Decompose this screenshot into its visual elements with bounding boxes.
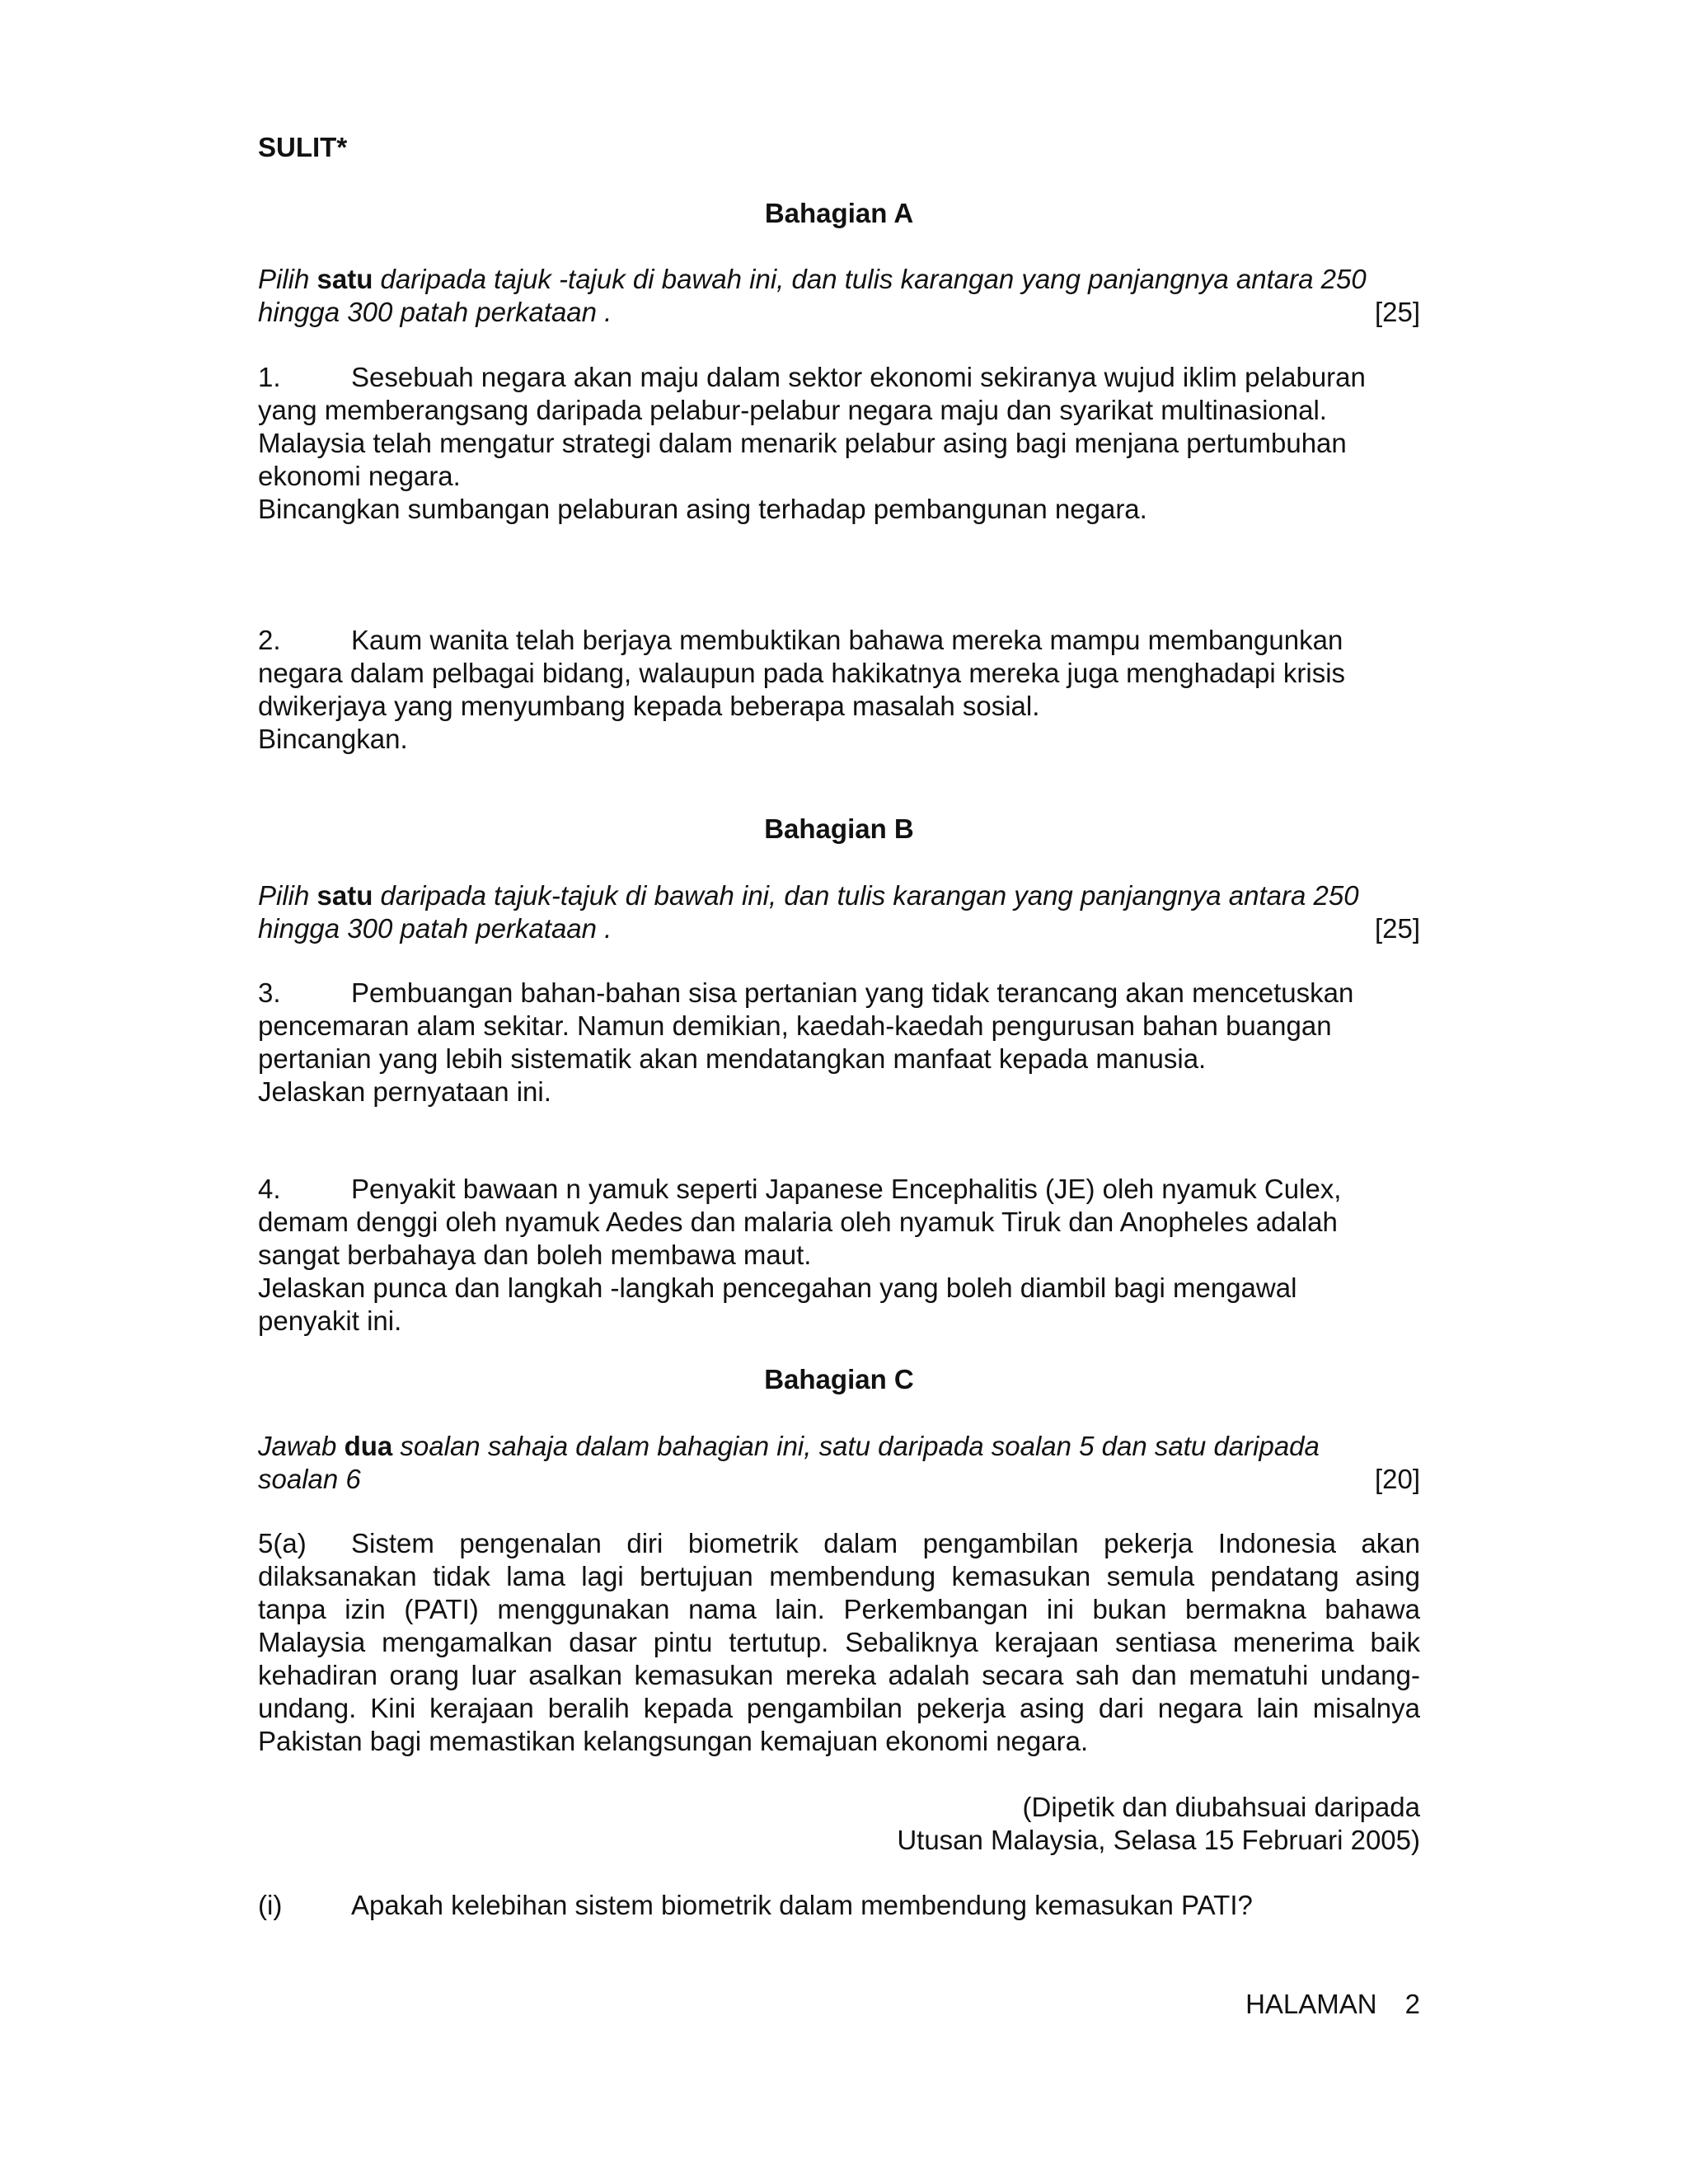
question-1 xyxy=(258,361,1420,526)
instruction-prefix: Pilih xyxy=(258,880,317,911)
question-text: Malaysia telah mengatur strategi dalam menarik pelabur asing bagi menjana pertumbuhan xyxy=(258,428,1347,458)
passage-line: kehadiran orang luar asalkan kemasukan mereka adalah secara sah dan mematuhi undang- xyxy=(258,1660,1420,1690)
question-prompt: penyakit ini. xyxy=(258,1305,402,1336)
question-5a xyxy=(258,1527,1420,1758)
question-prompt: Bincangkan sumbangan pelaburan asing terhadap pembangunan negara. xyxy=(258,494,1147,524)
question-text: sangat berbahaya dan boleh membawa maut. xyxy=(258,1240,812,1270)
question-prompt: Jelaskan pernyataan ini. xyxy=(258,1076,551,1107)
instruction-text: daripada tajuk -tajuk di bawah ini, dan tulis karangan yang panjangnya antara 250 xyxy=(373,264,1367,294)
question-number: 2. xyxy=(258,625,281,655)
question-text: pertanian yang lebih sistematik akan mendatangkan manfaat kepada manusia. xyxy=(258,1043,1207,1074)
instruction-line2: hingga 300 patah perkataan . xyxy=(258,297,612,327)
question-2 xyxy=(258,624,1420,756)
question-text: yang memberangsang daripada pelabur-pelabur negara maju dan syarikat multinasional. xyxy=(258,395,1327,425)
question-number: 3. xyxy=(258,977,281,1008)
confidential-header: SULIT* xyxy=(258,132,348,162)
source-citation xyxy=(258,1791,1420,1857)
instruction-bold: satu xyxy=(316,880,373,911)
passage-line: undang. Kini kerajaan beralih kepada pengambilan pekerja asing dari negara lain misalnya xyxy=(258,1693,1420,1723)
citation-line: (Dipetik dan diubahsuai daripada xyxy=(1022,1792,1420,1822)
question-text: Sistem pengenalan diri biometrik dalam pengambilan pekerja Indonesia akan xyxy=(351,1528,1420,1558)
instruction-prefix: Pilih xyxy=(258,264,317,294)
question-number: (i) xyxy=(258,1890,283,1920)
section-a-instruction xyxy=(258,263,1420,329)
passage-line: Pakistan bagi memastikan kelangsungan kemajuan ekonomi negara. xyxy=(258,1726,1089,1756)
passage-line: dilaksanakan tidak lama lagi bertujuan membendung kemasukan semula pendatang asing xyxy=(258,1561,1420,1591)
section-b-instruction xyxy=(258,879,1420,945)
question-3 xyxy=(258,977,1420,1108)
instruction-bold: dua xyxy=(344,1431,393,1461)
section-c-instruction xyxy=(258,1430,1420,1496)
question-text: Penyakit bawaan n yamuk seperti Japanese Encephalitis (JE) oleh nyamuk Culex, xyxy=(351,1174,1342,1204)
question-5-i xyxy=(258,1889,1420,1922)
passage-line: Malaysia mengamalkan dasar pintu tertutup. Sebaliknya kerajaan sentiasa menerima baik xyxy=(258,1627,1420,1657)
question-text: ekonomi negara. xyxy=(258,461,461,491)
page-footer xyxy=(1245,1988,1420,2021)
section-b-title: Bahagian B xyxy=(764,813,914,844)
instruction-text: daripada tajuk-tajuk di bawah ini, dan tulis karangan yang panjangnya antara 250 xyxy=(373,880,1359,911)
question-text: dwikerjaya yang menyumbang kepada beberapa masalah sosial. xyxy=(258,691,1040,721)
citation-line: Utusan Malaysia, Selasa 15 Februari 2005) xyxy=(897,1825,1420,1855)
question-text: negara dalam pelbagai bidang, walaupun pada hakikatnya mereka juga menghadapi krisis xyxy=(258,658,1346,688)
question-text: Sesebuah negara akan maju dalam sektor ekonomi sekiranya wujud iklim pelaburan xyxy=(351,362,1366,392)
question-prompt: Bincangkan. xyxy=(258,724,408,754)
question-text: demam denggi oleh nyamuk Aedes dan malaria oleh nyamuk Tiruk dan Anopheles adalah xyxy=(258,1207,1338,1237)
question-number: 5(a) xyxy=(258,1528,307,1558)
instruction-line2: hingga 300 patah perkataan . xyxy=(258,913,612,944)
question-text: Pembuangan bahan-bahan sisa pertanian yang tidak terancang akan mencetuskan xyxy=(351,977,1354,1008)
question-number: 1. xyxy=(258,362,281,392)
question-prompt: Jelaskan punca dan langkah -langkah pencegahan yang boleh diambil bagi mengawal xyxy=(258,1272,1297,1303)
question-text: Kaum wanita telah berjaya membuktikan bahawa mereka mampu membangunkan xyxy=(351,625,1343,655)
question-text: pencemaran alam sekitar. Namun demikian, kaedah-kaedah pengurusan bahan buangan xyxy=(258,1010,1332,1041)
footer-label: HALAMAN xyxy=(1245,1989,1377,2019)
passage-line: tanpa izin (PATI) menggunakan nama lain. Perkembangan ini bukan bermakna bahawa xyxy=(258,1594,1420,1624)
section-c-title: Bahagian C xyxy=(764,1364,914,1394)
page-number: 2 xyxy=(1404,1989,1420,2019)
instruction-text: soalan sahaja dalam bahagian ini, satu daripada soalan 5 dan satu daripada xyxy=(392,1431,1320,1461)
instruction-prefix: Jawab xyxy=(258,1431,345,1461)
marks: [20] xyxy=(1374,1464,1420,1494)
instruction-line2: soalan 6 xyxy=(258,1464,361,1494)
instruction-bold: satu xyxy=(316,264,373,294)
marks: [25] xyxy=(1374,913,1420,944)
question-number: 4. xyxy=(258,1174,281,1204)
section-a-title: Bahagian A xyxy=(764,198,914,228)
question-4 xyxy=(258,1173,1420,1338)
marks: [25] xyxy=(1374,297,1420,327)
question-text: Apakah kelebihan sistem biometrik dalam membendung kemasukan PATI? xyxy=(351,1890,1253,1920)
